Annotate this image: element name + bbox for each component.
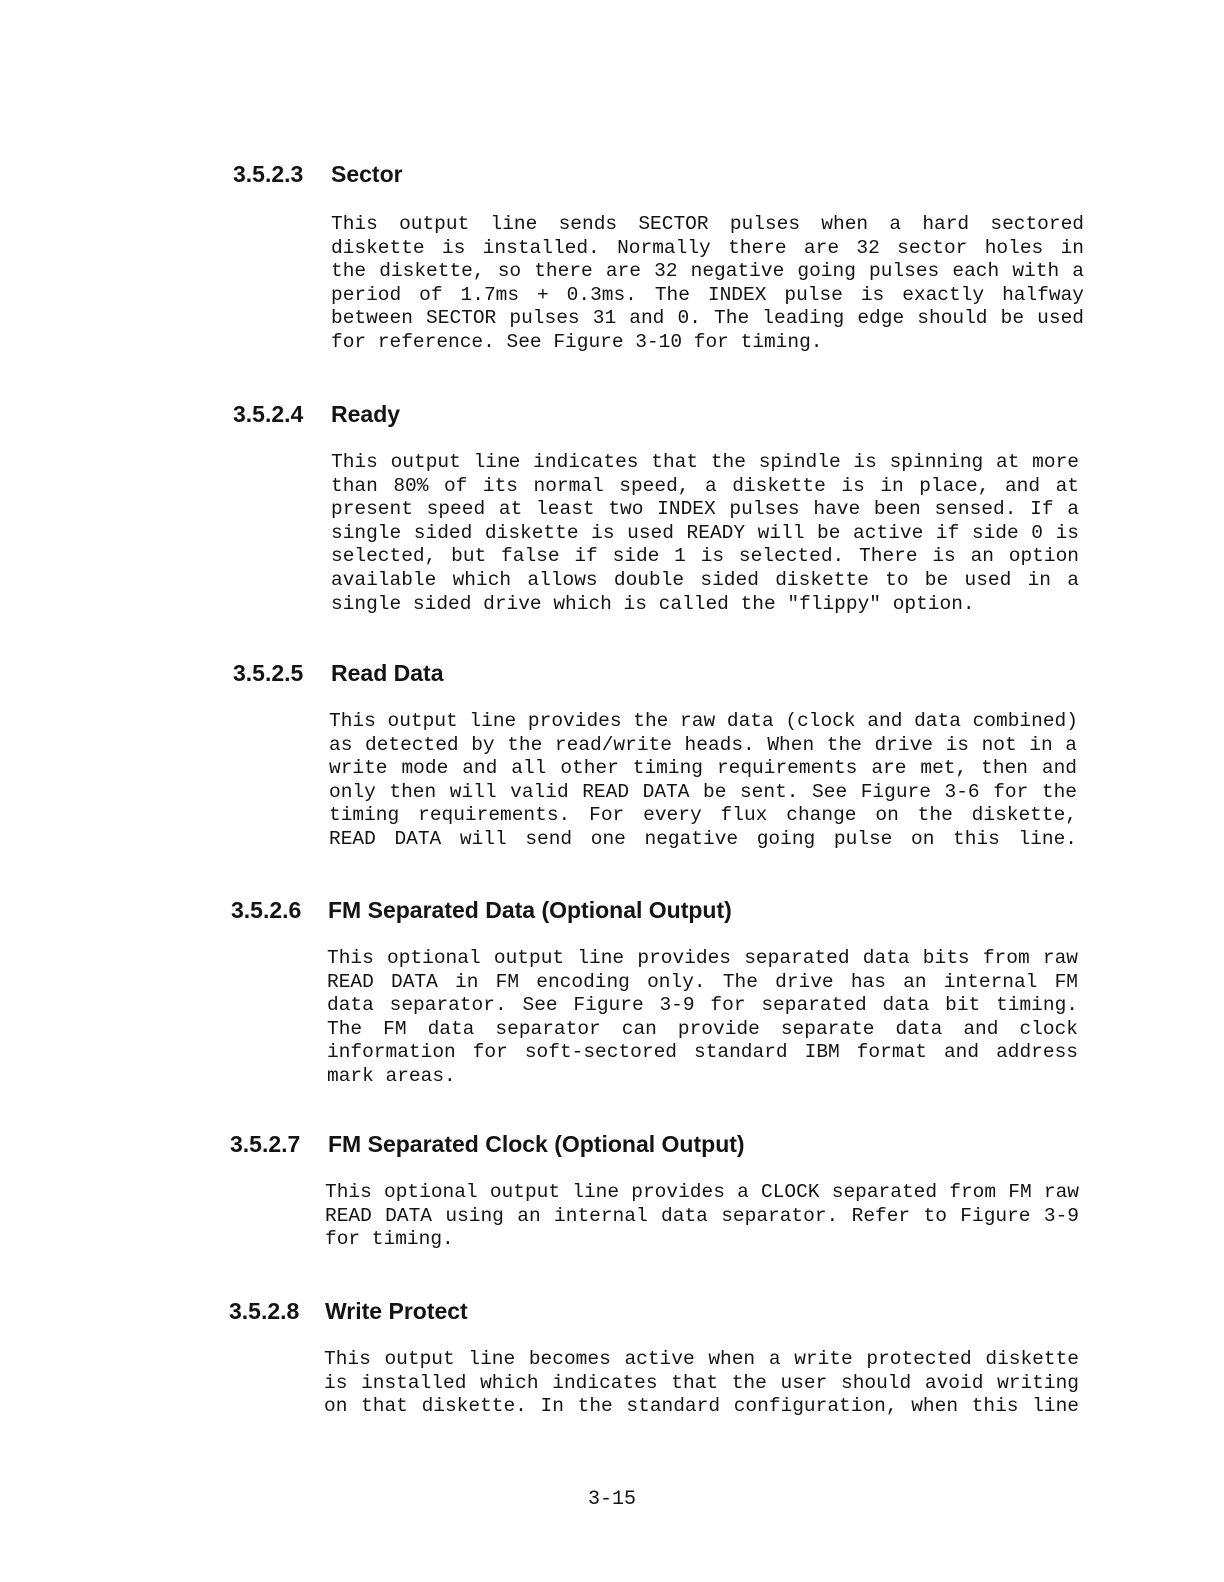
page-number: 3-15 — [587, 1488, 636, 1511]
section-title: Write Protect — [325, 1298, 468, 1324]
body-line: the diskette, so there are 32 negative going pulses each with a — [331, 260, 1084, 283]
section-number: 3.5.2.4 — [233, 401, 304, 427]
section-body — [331, 213, 1084, 355]
body-line: for reference. See Figure 3-10 for timing. — [331, 330, 823, 353]
body-line: write mode and all other timing requirements are met, then and — [329, 757, 1077, 780]
section-body — [327, 947, 1078, 1089]
body-line: only then will valid READ DATA be sent. See Figure 3-6 for the — [329, 780, 1077, 803]
body-line: period of 1.7ms + 0.3ms. The INDEX pulse is exactly halfway — [331, 283, 1084, 306]
section-body — [329, 710, 1077, 852]
section-number: 3.5.2.5 — [233, 660, 304, 686]
body-line: This optional output line provides a CLOCK separated from FM raw — [325, 1181, 1079, 1203]
body-line: This output line indicates that the spindle is spinning at more — [331, 451, 1079, 473]
body-line: data separator. See Figure 3-9 for separated data bit timing. — [327, 994, 1078, 1017]
body-line: selected, but false if side 1 is selected. There is an option — [331, 545, 1079, 568]
section-number: 3.5.2.6 — [231, 897, 302, 923]
section-title: FM Separated Clock (Optional Output) — [328, 1131, 745, 1157]
body-line: mark areas. — [327, 1064, 456, 1087]
section-body — [331, 451, 1079, 616]
body-line: on that diskette. In the standard configuration, when this line — [324, 1395, 1079, 1418]
body-line: diskette is installed. Normally there are 32 sector holes in — [331, 236, 1084, 259]
body-line: timing requirements. For every flux change on the diskette, — [329, 804, 1077, 827]
body-line: This optional output line provides separated data bits from raw — [327, 947, 1078, 969]
body-line: READ DATA in FM encoding only. The drive has an internal FM — [327, 970, 1078, 993]
section-number: 3.5.2.3 — [233, 161, 304, 187]
section-number: 3.5.2.8 — [229, 1298, 300, 1324]
body-line: present speed at least two INDEX pulses have been sensed. If a — [331, 498, 1079, 521]
section-title: Sector — [331, 161, 403, 187]
body-line: READ DATA will send one negative going pulse on this line. — [329, 827, 1077, 850]
section-body — [325, 1181, 1079, 1252]
section-body — [324, 1348, 1079, 1419]
body-line: than 80% of its normal speed, a diskette is in place, and at — [331, 474, 1079, 497]
body-line: between SECTOR pulses 31 and 0. The leading edge should be used — [331, 307, 1084, 330]
section-title: Read Data — [331, 660, 444, 686]
body-line: The FM data separator can provide separate data and clock — [327, 1017, 1078, 1040]
body-line: This output line sends SECTOR pulses when a hard sectored — [331, 213, 1084, 235]
section-number: 3.5.2.7 — [230, 1131, 301, 1157]
body-line: for timing. — [325, 1228, 454, 1251]
body-line: available which allows double sided diskette to be used in a — [331, 568, 1079, 591]
section-title: Ready — [331, 401, 401, 427]
body-line: single sided diskette is used READY will be active if side 0 is — [331, 521, 1079, 544]
body-line: information for soft-sectored standard IBM format and address — [327, 1041, 1078, 1064]
body-line: This output line becomes active when a write protected diskette — [324, 1348, 1079, 1370]
body-line: This output line provides the raw data (clock and data combined) — [329, 710, 1078, 732]
section-title: FM Separated Data (Optional Output) — [328, 897, 732, 923]
body-line: READ DATA using an internal data separator. Refer to Figure 3-9 — [325, 1204, 1079, 1227]
body-line: single sided drive which is called the "flippy" option. — [331, 592, 975, 615]
body-line: as detected by the read/write heads. When the drive is not in a — [329, 733, 1077, 756]
body-line: is installed which indicates that the user should avoid writing — [324, 1371, 1079, 1394]
